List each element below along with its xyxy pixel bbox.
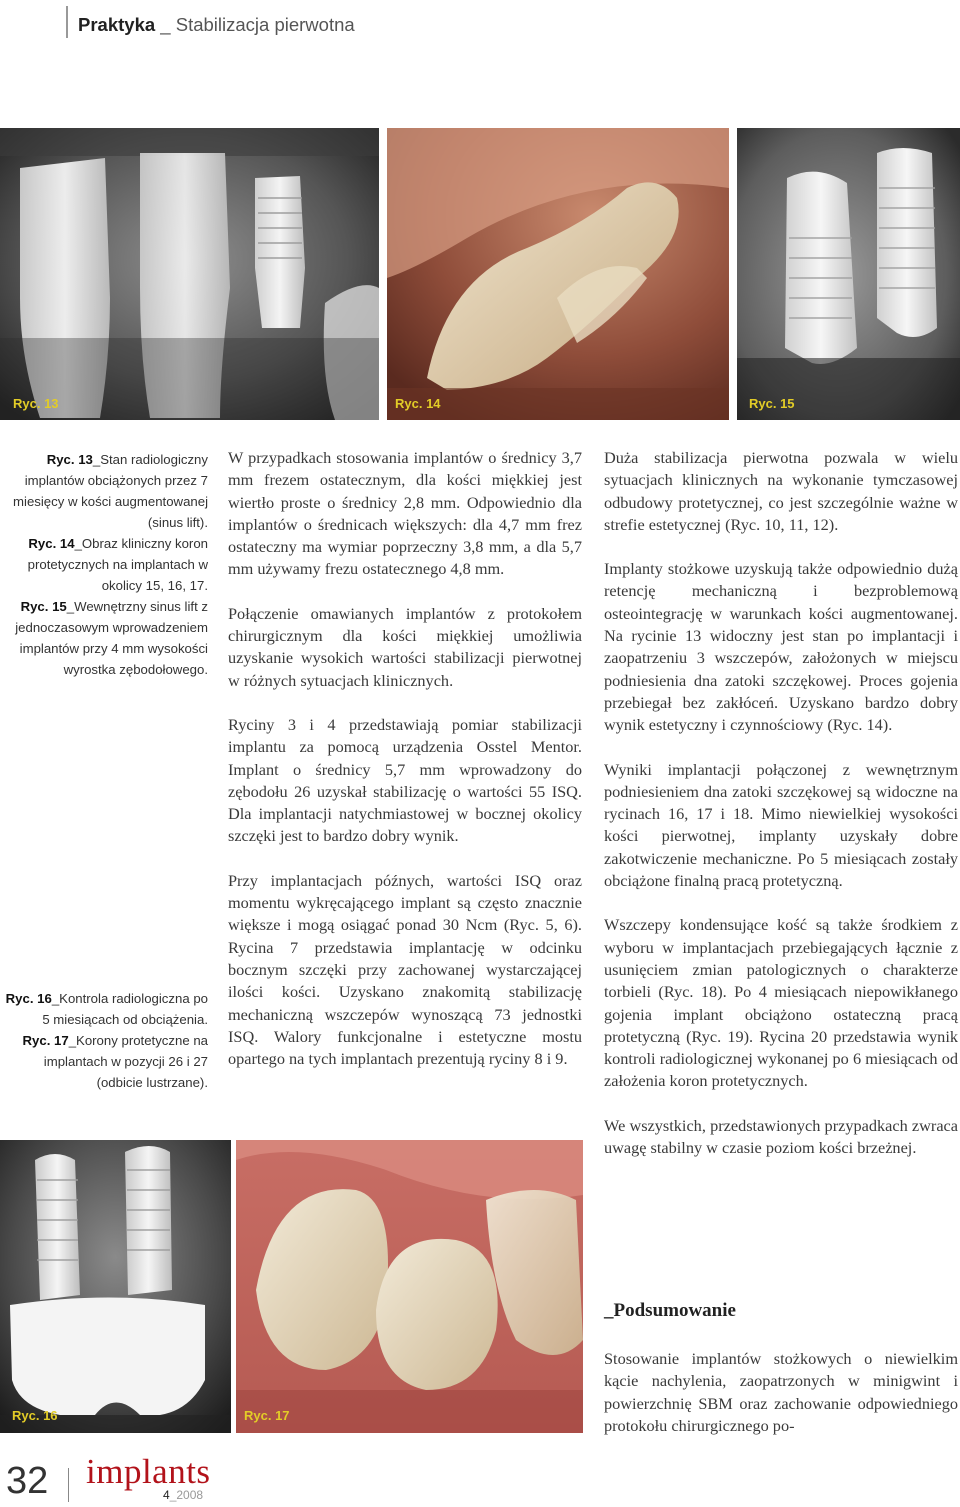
figure-label-ryc15: Ryc. 15	[749, 396, 795, 411]
header-section: Praktyka	[78, 14, 156, 35]
caption-ryc15	[0, 596, 208, 680]
figure-ryc14	[387, 128, 729, 420]
paragraph: Duża stabilizacja pierwotna pozwala w wielu sytuacjach klinicznych na wykonanie tymczasowej odbudowy protetycznej, co jest szczególnie ważne w strefie estetycznej (Ryc. 10, 11, 12).	[604, 448, 958, 534]
figure-label-ryc14: Ryc. 14	[395, 396, 441, 411]
issue-num: 4	[163, 1488, 170, 1502]
figure-label-ryc16: Ryc. 16	[12, 1408, 58, 1423]
ryc14-clinical-image	[387, 128, 729, 420]
header-title: Stabilizacja pierwotna	[175, 14, 355, 35]
caption-ryc14	[0, 533, 208, 596]
caption-text-ryc17: _Korony protetyczne na implantach w pozycji 26 i 27 (odbicie lustrzane).	[43, 1033, 208, 1090]
body-column-middle	[228, 447, 582, 1092]
caption-ryc17	[0, 1030, 208, 1093]
caption-label-ryc16: Ryc. 16	[5, 991, 52, 1006]
caption-text-ryc14: _Obraz kliniczny koron protetycznych na implantach w okolicy 15, 16, 17.	[27, 536, 208, 593]
ryc17-clinical-image	[236, 1140, 583, 1433]
figure-ryc15	[737, 128, 960, 420]
figure-label-ryc17: Ryc. 17	[244, 1408, 290, 1423]
header-rule	[66, 6, 68, 38]
caption-label-ryc17: Ryc. 17	[22, 1033, 69, 1048]
magazine-brand: implants	[86, 1452, 211, 1491]
body-column-right	[604, 447, 958, 1181]
ryc16-xray-image	[0, 1140, 231, 1433]
ryc15-xray-image	[737, 128, 960, 420]
paragraph: Wyniki implantacji połączonej z wewnętrznym podniesieniem dna zatoki szczękowej są widoczne na rycinach 16, 17 i 18. Mimo niewielkiej wysokości kości pierwotnej, implanty uzyskały dobre zakotwiczenie mechaniczne. Po 5 miesiącach zostały obciążone finalną pracą protetyczną.	[604, 759, 958, 891]
figure-ryc16	[0, 1140, 231, 1433]
page-number: 32	[6, 1460, 49, 1502]
paragraph: Przy implantacjach późnych, wartości ISQ oraz momentu wykręcającego implant są często znacznie większe i mogą osiągać ponad 30 Ncm (Ryc. 5, 6). Rycina 7 przedstawia implantację w odcinku bocznym szczęki przy zachowanej wystarczającej ilości kości. Uzyskano znakomitą stabilizację mechaniczną wszczepów wynoszącą 73 jednostki ISQ. Walory funkcjonalne i estetyczne mostu opartego na tych implantach prezentują ryciny 8 i 9.	[228, 870, 582, 1069]
section-heading-podsumowanie: _Podsumowanie	[604, 1300, 736, 1321]
caption-label-ryc13: Ryc. 13	[46, 452, 93, 467]
caption-block-bottom	[0, 988, 208, 1093]
caption-ryc16	[0, 988, 208, 1030]
paragraph: Implanty stożkowe uzyskują także odpowiednio dużą retencję mechaniczną i bezproblemową osteointegrację w warunkach kości augmentowanej. Na rycinie 13 widoczny jest stan po implantacji i zaopatrzeniu 3 wszczepów, założonych w miejscu podniesienia dna zatoki szczękowej. Proces gojenia przebiegał bez zakłóceń. Uzyskano bardzo dobry wynik estetyczny i czynnościowy (Ryc. 14).	[604, 559, 958, 735]
issue-number	[163, 1488, 203, 1502]
paragraph: Ryciny 3 i 4 przedstawiają pomiar stabilizacji implantu za pomocą urządzenia Osstel Mentor. Implant o średnicy 5,7 mm wprowadzony do zębodołu 26 uzyskał stabilizację o wartości 55 ISQ. Dla implantacji natychmiastowej w bocznej okolicy szczęki jest to bardzo dobry wynik.	[228, 714, 582, 846]
caption-text-ryc15: _Wewnętrzny sinus lift z jednoczasowym wprowadzeniem implantów przy 4 mm wysokości wyrostka zębodołowego.	[15, 599, 208, 677]
caption-text-ryc16: _Kontrola radiologiczna po 5 miesiącach od obciążenia.	[42, 991, 208, 1027]
caption-ryc13	[0, 449, 208, 533]
figure-label-ryc13: Ryc. 13	[13, 396, 59, 411]
paragraph: Wszczepy kondensujące kość są także środkiem z wyboru w implantacjach przebiegających łącznie z usunięciem zmian patologicznych o charakterze torbieli (Ryc. 18). Po 4 miesiącach niepowikłanego gojenia implant obciążono ostateczną pracą protetyczną (Ryc. 19). Rycina 20 przedstawia wynik kontroli radiologicznej wykonanej po 6 miesiącach od założenia koron protetycznych.	[604, 915, 958, 1091]
paragraph: Połączenie omawianych implantów z protokołem chirurgicznym dla kości miękkiej umożliwia uzyskanie wysokich wartości stabilizacji pierwotnej w różnych sytuacjach klinicznych.	[228, 603, 582, 690]
paragraph: W przypadkach stosowania implantów o średnicy 3,7 mm frezem ostatecznym, dla kości miękkiej jest wiertło proste o średnicy 2,8 mm. Odpowiednio dla implantów o średnicach większych: dla 4,7 mm frez ostateczny ma wymiar poprzeczny 3,8 mm, a dla 5,7 mm używamy frezu ostatecznego 4,8 mm.	[228, 448, 582, 579]
running-header	[78, 14, 355, 36]
body-column-right-summary	[604, 1348, 958, 1459]
figure-ryc17	[236, 1140, 583, 1433]
paragraph: We wszystkich, przedstawionych przypadkach zwraca uwagę stabilny w czasie poziom kości brzeżnej.	[604, 1115, 958, 1158]
ryc13-xray-image	[0, 128, 379, 420]
figure-ryc13	[0, 128, 379, 420]
caption-label-ryc14: Ryc. 14	[28, 536, 75, 551]
caption-text-ryc13: _Stan radiologiczny implantów obciążonych przez 7 miesięcy w kości augmentowanej (sinus lift).	[13, 452, 208, 530]
caption-label-ryc15: Ryc. 15	[20, 599, 67, 614]
paragraph: Stosowanie implantów stożkowych o niewielkim kącie nachylenia, zaopatrzonych w minigwint i powierzchnię SBM oraz zachowanie odpowiedniego protokołu chirurgicznego po-	[604, 1349, 958, 1435]
footer-rule	[68, 1468, 69, 1502]
header-separator: _	[155, 14, 176, 35]
caption-block-top	[0, 449, 208, 680]
issue-year: _2008	[169, 1488, 204, 1502]
